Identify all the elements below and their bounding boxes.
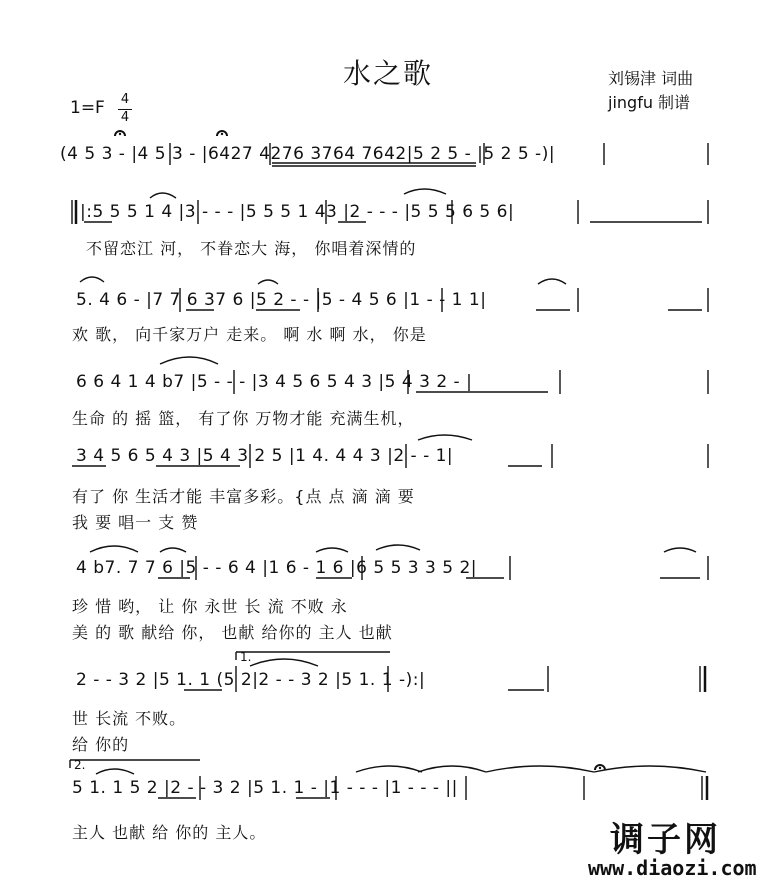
system-5-lyrics-1: 有了 你 生活才能 丰富多彩。{点 点 滴 滴 要 bbox=[72, 487, 415, 506]
system-7-notes: 2 - - 3 2 |5 1. 1 (5 2|2 - - 3 2 |5 1. 1 -):| bbox=[76, 670, 426, 690]
system-8-lyrics: 主人 也献 给 你的 主人。 bbox=[72, 823, 267, 842]
watermark-url: www.diaozi.com bbox=[588, 856, 757, 880]
system-7-lyrics-2: 给 你的 bbox=[72, 735, 130, 754]
system-4-notes: 6 6 4 1 4 b7 |5 - - - |3 4 5 6 5 4 3 |5 4 3 2 - | bbox=[76, 372, 473, 392]
system-3-lyrics: 欢 歌， 向千家万户 走来。 啊 水 啊 水， 你是 bbox=[72, 325, 427, 344]
composer-credit: 刘锡津 词曲 bbox=[608, 69, 694, 88]
system-2-notes: |:5 5 5 1 4 |3 - - - |5 5 5 1 43 |2 - - - |5 5 5 6 5 6| bbox=[80, 202, 515, 222]
system-3-notes: 5. 4 6 - |7 7 6 37 6 |5 2 - - |5 - 4 5 6 |1 - - 1 1| bbox=[76, 290, 487, 310]
system-6-lyrics-2: 美 的 歌 献给 你， 也献 给你的 主人 也献 bbox=[72, 623, 393, 642]
system-4-lyrics: 生命 的 摇 篮， 有了你 万物才能 充满生机， bbox=[72, 409, 415, 428]
volta-1-label: 1. bbox=[240, 650, 252, 664]
volta-2-label: 2. bbox=[74, 758, 86, 772]
system-6-notes: 4 b7. 7 7 6 |5 - - 6 4 |1 6 - 1 6 |6 5 5 3 3 5 2| bbox=[76, 558, 477, 578]
system-5-notes: 3 4 5 6 5 4 3 |5 4 3 2 5 |1 4. 4 4 3 |2 - - 1| bbox=[76, 446, 454, 466]
watermark-name: 调子网 bbox=[610, 820, 721, 860]
transcriber-credit: jingfu 制谱 bbox=[608, 93, 691, 112]
system-5-lyrics-2: 我 要 唱一 支 赞 bbox=[72, 513, 199, 532]
time-signature-bottom: 4 bbox=[118, 109, 132, 125]
system-7-lyrics-1: 世 长流 不败。 bbox=[72, 709, 187, 728]
time-signature-top: 4 bbox=[120, 92, 130, 107]
system-1-notes: (4 5 3 - |4 5 3 - |6427 4276 3764 7642|5 2 5 - |5 2 5 -)| bbox=[60, 144, 556, 164]
system-6-lyrics-1: 珍 惜 哟， 让 你 永世 长 流 不败 永 bbox=[72, 597, 348, 616]
system-2-lyrics: 不留恋江 河， 不眷恋大 海， 你唱着深情的 bbox=[86, 239, 417, 258]
key-signature: 1=F bbox=[70, 98, 105, 118]
system-8-notes: 5 1. 1 5 2 |2 - - 3 2 |5 1. 1 - |1 - - - |1 - - - || bbox=[72, 778, 458, 798]
song-title: 水之歌 bbox=[342, 57, 433, 90]
